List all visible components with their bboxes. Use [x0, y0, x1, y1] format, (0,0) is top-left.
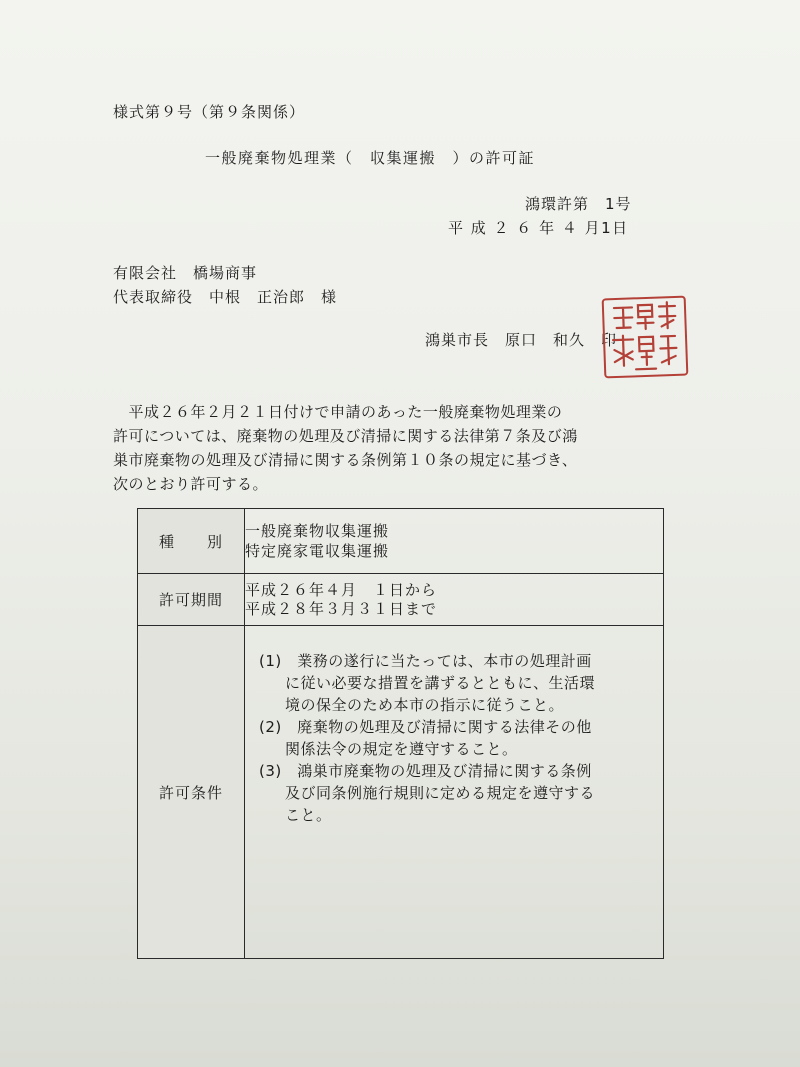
condition-line: 廃棄物の処理及び清掃に関する法律その他 — [297, 718, 592, 736]
condition-number: (3) — [259, 762, 282, 780]
table-row-period — [138, 574, 664, 626]
type-value: 特定廃家電収集運搬 — [245, 542, 390, 560]
table-row-conditions — [138, 626, 664, 959]
permit-number: 鴻環許第 1号 — [525, 195, 632, 213]
permit-body-text — [113, 400, 693, 496]
condition-line: 関係法令の規定を遵守すること。 — [285, 740, 518, 758]
condition-line: 境の保全のため本市の指示に従うこと。 — [285, 696, 565, 714]
form-number: 様式第９号（第９条関係） — [113, 103, 306, 121]
issuer-name: 鴻巣市長 原口 和久 印 — [425, 331, 618, 349]
body-line: 許可については、廃棄物の処理及び清掃に関する法律第７条及び鴻 — [113, 427, 578, 445]
condition-line: 及び同条例施行規則に定める規定を遵守する — [285, 784, 596, 802]
condition-line: こと。 — [285, 806, 332, 824]
condition-line: に従い必要な措置を講ずるとともに、生活環 — [285, 674, 596, 692]
type-values — [245, 509, 664, 574]
period-label: 許可期間 — [138, 574, 245, 626]
condition-line: 業務の遂行に当たっては、本市の処理計画 — [297, 652, 592, 670]
body-line: 巣市廃棄物の処理及び清掃に関する条例第１０条の規定に基づき、 — [113, 451, 578, 469]
official-seal-icon — [602, 296, 689, 379]
type-label: 種 別 — [138, 509, 245, 574]
conditions-label: 許可条件 — [138, 626, 245, 959]
conditions-list — [245, 626, 664, 959]
condition-number: (2) — [259, 718, 282, 736]
document-title: 一般廃棄物処理業（ 収集運搬 ）の許可証 — [205, 149, 536, 167]
body-line: 次のとおり許可する。 — [113, 475, 269, 493]
condition-item — [259, 650, 655, 716]
period-end: 平成２８年３月３１日まで — [245, 599, 438, 618]
condition-line: 鴻巣市廃棄物の処理及び清掃に関する条例 — [297, 762, 592, 780]
condition-item — [259, 760, 655, 826]
period-values — [245, 574, 664, 626]
condition-number: (1) — [259, 652, 282, 670]
table-row-type — [138, 509, 664, 574]
period-start: 平成２６年４月 １日から — [245, 580, 438, 599]
condition-item — [259, 716, 655, 760]
permit-details-table — [137, 508, 664, 959]
recipient-company: 有限会社 橋場商事 — [113, 264, 258, 282]
body-line: 平成２６年２月２１日付けで申請のあった一般廃棄物処理業の — [113, 403, 563, 421]
recipient-representative: 代表取締役 中根 正治郎 様 — [113, 288, 338, 306]
issue-date: 平 成 ２ ６ 年 ４ 月1日 — [448, 219, 629, 237]
type-value: 一般廃棄物収集運搬 — [245, 522, 390, 540]
